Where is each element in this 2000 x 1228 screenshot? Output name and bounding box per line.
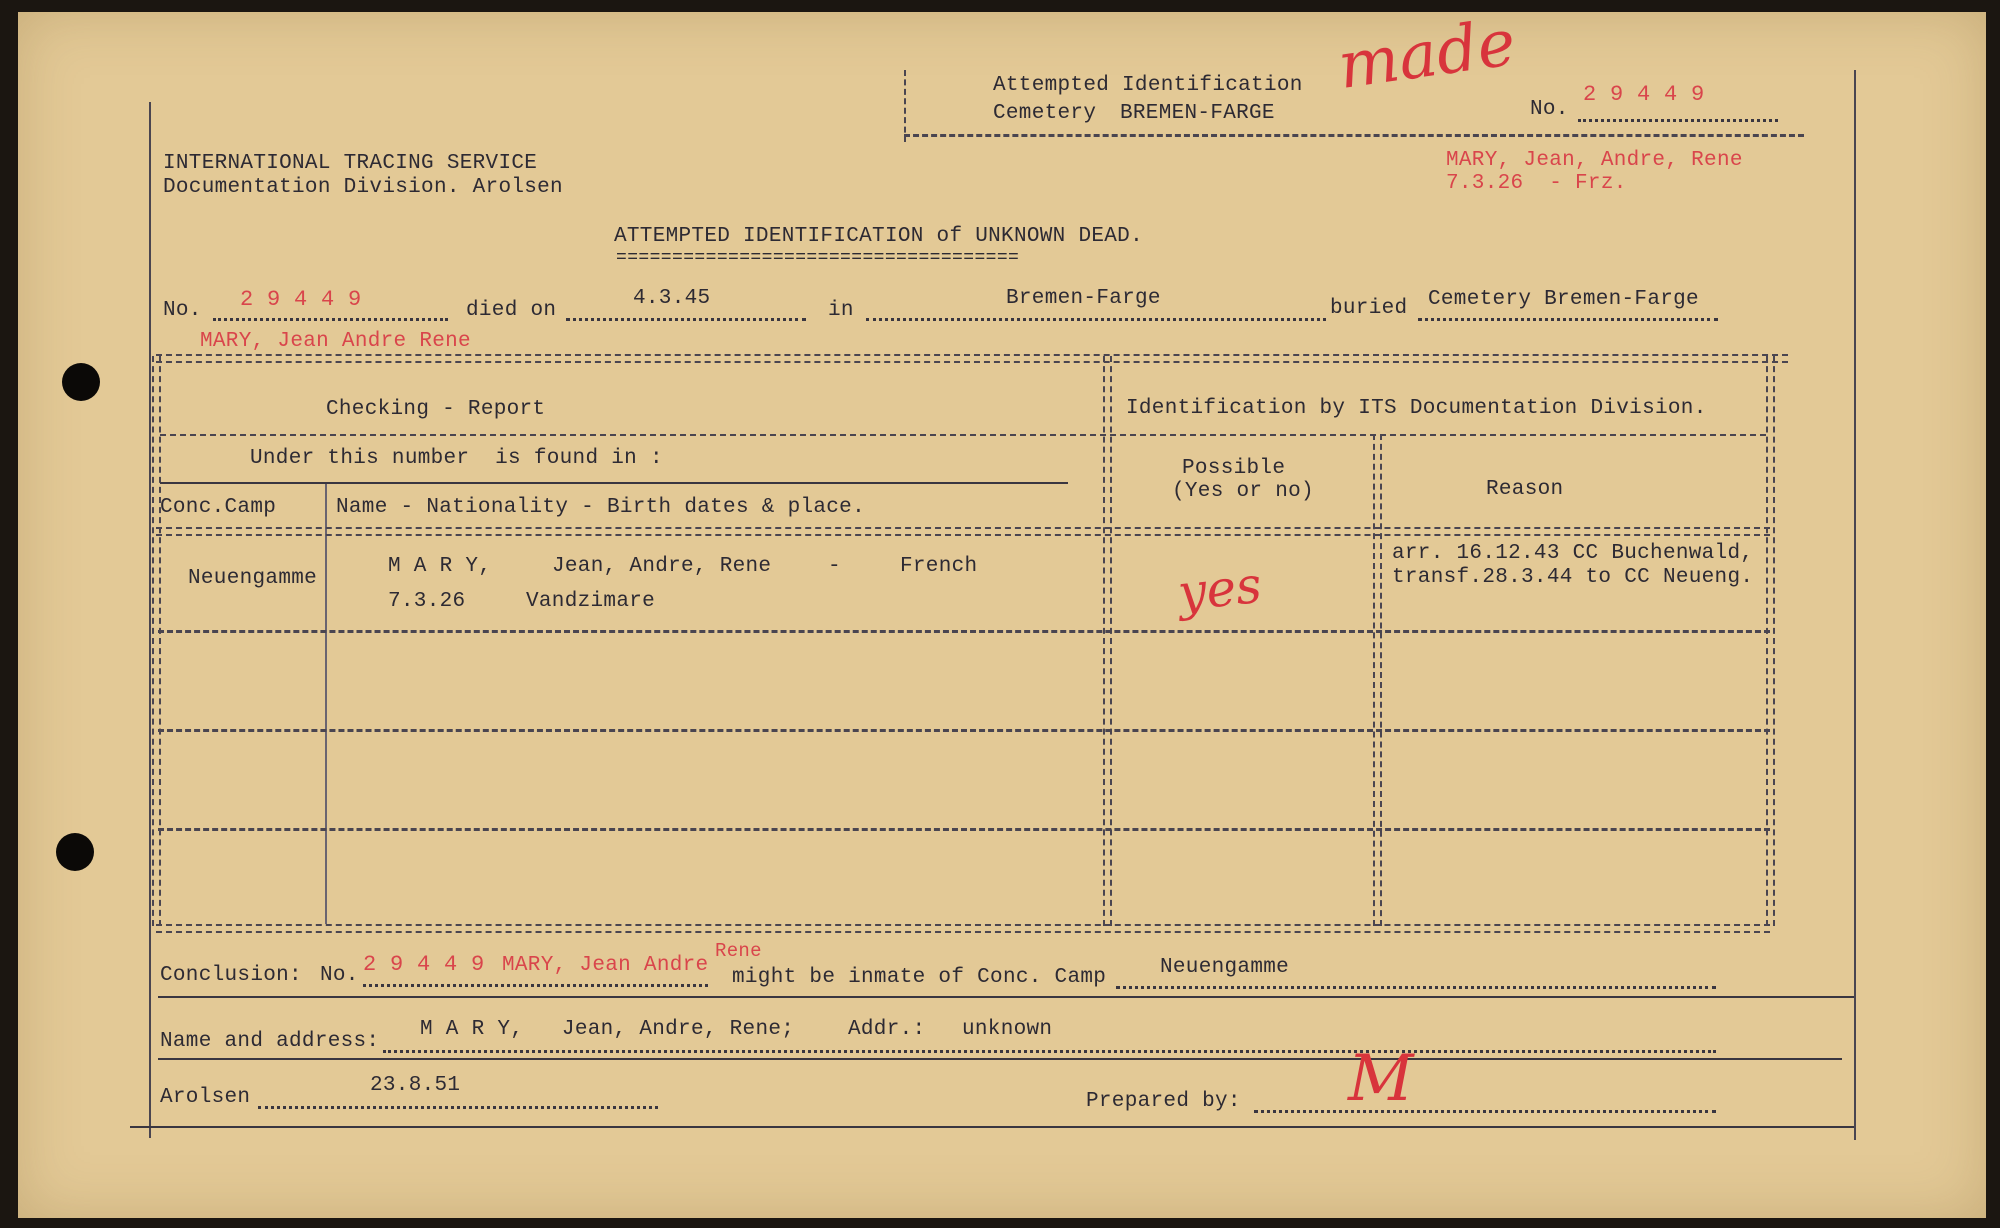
row1-reason-line2: transf.28.3.44 to CC Neueng. <box>1392 566 1754 589</box>
header-box-bottom-line <box>904 134 1804 137</box>
subject-name: MARY, Jean, Andre, Rene <box>1446 149 1743 172</box>
table-row2-bottom <box>158 729 1770 732</box>
table-divider-main <box>1103 356 1112 926</box>
record-in-value: Bremen-Farge <box>1006 287 1161 310</box>
table-row3-bottom <box>158 828 1770 831</box>
record-no-label: No. <box>163 299 202 322</box>
header-cemetery-label: Cemetery <box>993 102 1097 125</box>
table-divider-camp <box>325 484 327 924</box>
row1-birth-place: Vandzimare <box>526 590 656 613</box>
row1-surname: M A R Y, <box>388 555 492 578</box>
table-left-border <box>152 356 161 926</box>
footer-place: Arolsen <box>160 1086 251 1109</box>
bottom-frame-line <box>130 1126 1854 1128</box>
record-name-red: MARY, Jean Andre Rene <box>200 330 471 353</box>
col-header-reason: Reason <box>1486 478 1564 501</box>
left-frame-line <box>149 102 151 1138</box>
conclusion-camp: Neuengamme <box>1160 956 1290 979</box>
right-frame-line <box>1854 70 1856 1140</box>
conclusion-no-label: No. <box>320 964 359 987</box>
col-header-possible-2: (Yes or no) <box>1172 480 1314 503</box>
subject-dob-nat: 7.3.26 - Frz. <box>1446 172 1627 195</box>
record-buried-dots <box>1418 318 1718 321</box>
footer-prepared-dots <box>1254 1110 1716 1113</box>
table-row1-bottom <box>158 630 1770 633</box>
record-buried-value: Cemetery Bremen-Farge <box>1428 288 1699 311</box>
table-right-border <box>1766 356 1775 926</box>
row1-given-names: Jean, Andre, Rene <box>552 555 772 578</box>
col-header-possible-1: Possible <box>1182 457 1286 480</box>
footer-prepared-initial: M <box>1348 1042 1414 1116</box>
punch-hole-top <box>62 363 100 401</box>
header-no-dots <box>1578 119 1778 122</box>
conclusion-no-value: 2 9 4 4 9 <box>363 952 485 977</box>
row1-reason-line1: arr. 16.12.43 CC Buchenwald, <box>1392 542 1754 565</box>
org-line-1: INTERNATIONAL TRACING SERVICE <box>163 152 538 175</box>
conclusion-label: Conclusion: <box>160 964 302 987</box>
record-no-dots <box>213 318 448 321</box>
record-no-value: 2 9 4 4 9 <box>240 287 362 312</box>
header-box-title: Attempted Identification <box>993 74 1303 97</box>
col-header-camp: Conc.Camp <box>160 496 277 519</box>
table-found-in-underline <box>160 482 1068 484</box>
table-bottom-border <box>156 924 1770 933</box>
record-in-label: in <box>828 299 854 322</box>
form-title: ATTEMPTED IDENTIFICATION of UNKNOWN DEAD. <box>614 225 1143 248</box>
row1-possible-handwritten: yes <box>1175 555 1265 623</box>
table-left-header: Checking - Report <box>326 398 546 421</box>
footer-date: 23.8.51 <box>370 1074 461 1097</box>
row1-birth-date: 7.3.26 <box>388 590 466 613</box>
footer-prepared-label: Prepared by: <box>1086 1090 1241 1113</box>
conclusion-camp-dots <box>1116 986 1716 989</box>
header-no-label: No. <box>1530 98 1569 121</box>
header-no-value: 2 9 4 4 9 <box>1583 82 1705 107</box>
name-address-name: M A R Y, Jean, Andre, Rene; <box>420 1018 795 1041</box>
row1-nationality: French <box>900 555 978 578</box>
header-box-left-line <box>904 70 906 142</box>
table-header-bottom-line <box>160 434 1766 436</box>
header-cemetery-value: BREMEN-FARGE <box>1120 102 1275 125</box>
conclusion-text: might be inmate of Conc. Camp <box>732 966 1107 989</box>
row1-camp: Neuengamme <box>188 567 318 590</box>
record-buried-label: buried <box>1330 297 1408 320</box>
footer-date-dots <box>258 1106 658 1109</box>
conclusion-name: MARY, Jean Andre <box>502 954 709 977</box>
org-line-2: Documentation Division. Arolsen <box>163 176 563 199</box>
index-card <box>18 5 1986 1218</box>
table-column-header-bottom <box>156 527 1770 536</box>
punch-hole-bottom <box>56 833 94 871</box>
name-address-label: Name and address: <box>160 1030 380 1053</box>
table-found-in: Under this number is found in : <box>250 447 663 470</box>
made-handwritten-stamp: made <box>1333 5 1520 105</box>
record-died-value: 4.3.45 <box>633 287 711 310</box>
name-address-addr-label: Addr.: <box>848 1018 926 1041</box>
table-top-border <box>156 354 1788 363</box>
name-address-addr-value: unknown <box>962 1018 1053 1041</box>
conclusion-name-super: Rene <box>715 940 762 962</box>
record-died-dots <box>566 318 806 321</box>
name-address-rule <box>158 1058 1842 1060</box>
conclusion-rule <box>158 996 1854 998</box>
col-header-name: Name - Nationality - Birth dates & place. <box>336 496 865 519</box>
name-address-dots <box>383 1050 1716 1053</box>
conclusion-no-dots <box>363 984 708 987</box>
table-right-header: Identification by ITS Documentation Division. <box>1126 397 1707 420</box>
record-in-dots <box>866 318 1326 321</box>
table-divider-reason <box>1373 434 1382 926</box>
row1-dash: - <box>828 555 841 578</box>
form-title-underline: ==================================== <box>616 248 1020 268</box>
record-died-label: died on <box>466 299 557 322</box>
